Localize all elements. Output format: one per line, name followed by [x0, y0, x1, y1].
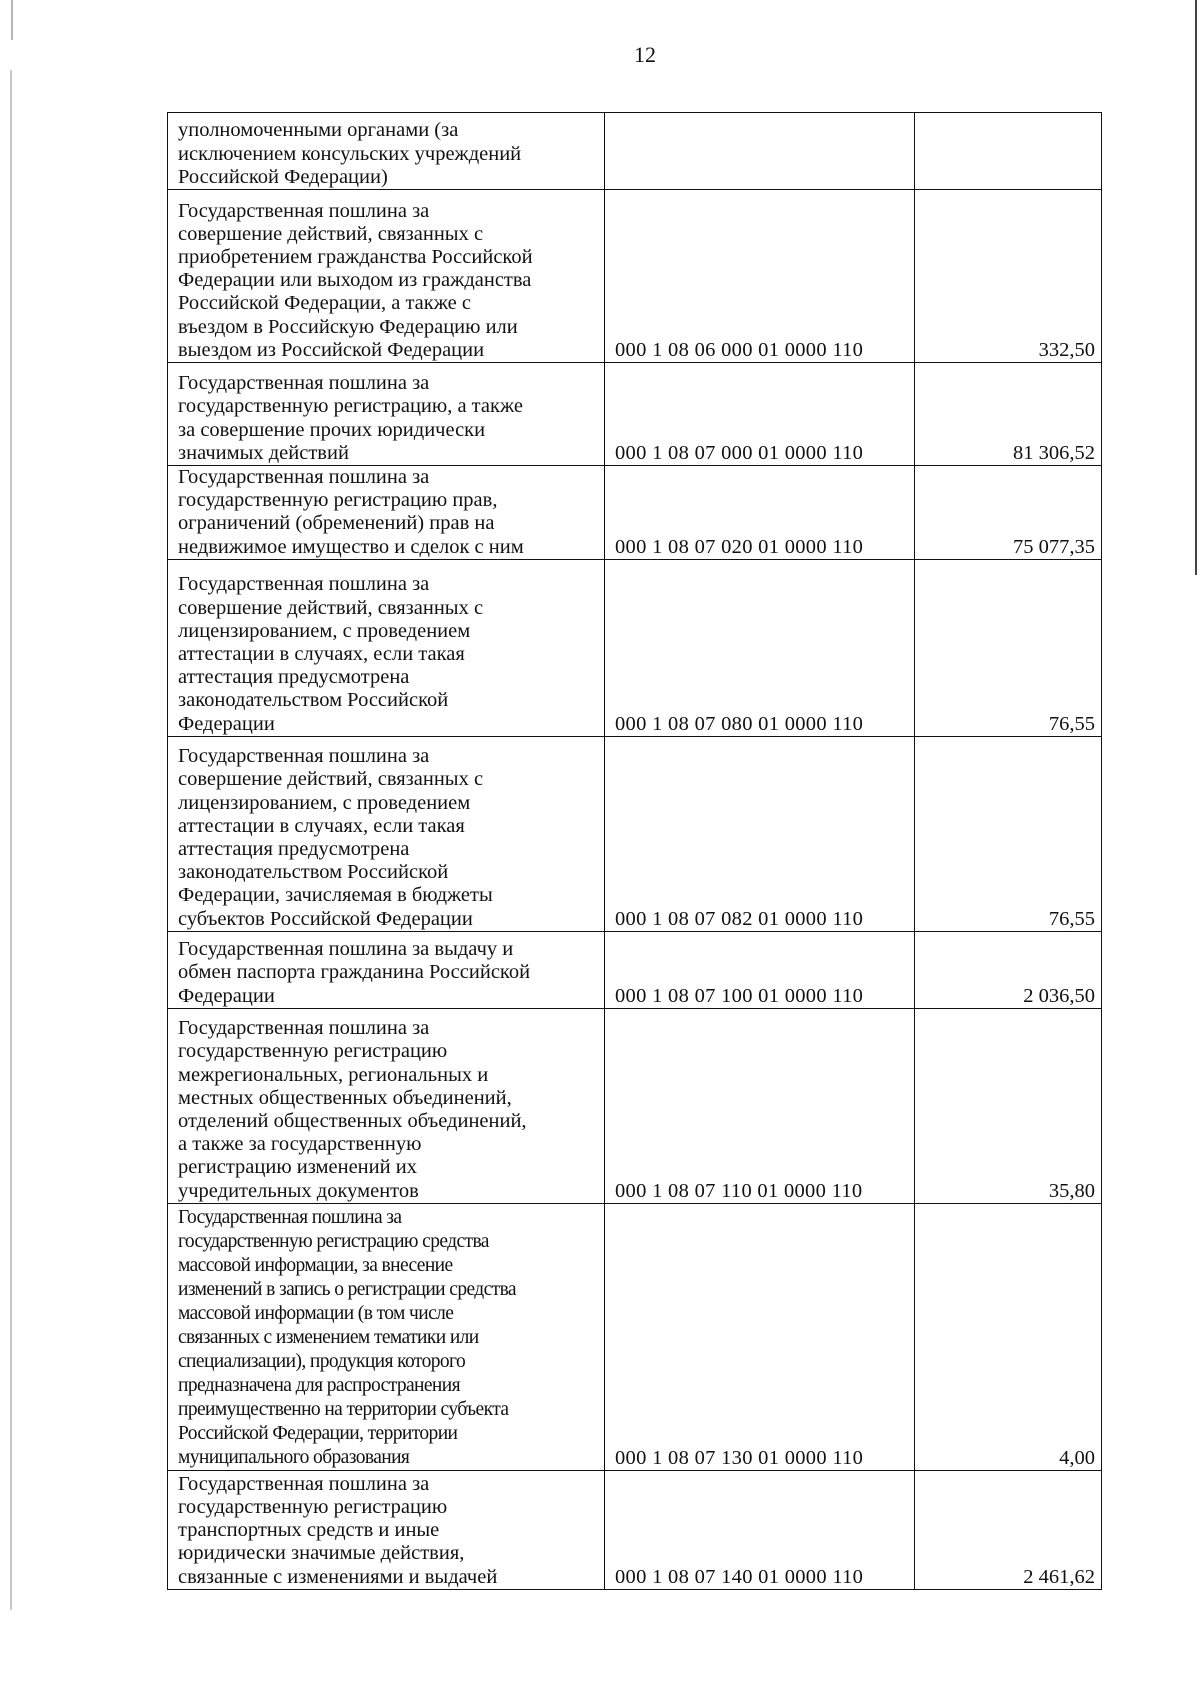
revenue-name-cell: [168, 1470, 605, 1589]
revenue-name: Государственная пошлина за выдачу и обмен паспорта гражданина Российской Федерации: [178, 938, 531, 1007]
revenue-name-cell: [168, 736, 605, 931]
page-number: 12: [634, 42, 656, 67]
revenue-name-cell: [168, 363, 605, 466]
amount-cell: [915, 113, 1102, 190]
revenue-name: Государственная пошлина за государственную регистрацию прав, ограничений (обременений) прав на недвижимое имущество и сделок с ним: [178, 466, 524, 558]
revenue-name: Государственная пошлина за государственную регистрацию межрегиональных, региональных и местных общественных объединений, отделений общественных объединений, а также за государственную регистрацию изменений их учредительных документов: [178, 1017, 527, 1202]
revenue-name-cell: [168, 113, 605, 190]
table-row: [168, 1008, 1102, 1203]
classification-code-cell: [605, 113, 915, 190]
classification-code-cell: 000 1 08 07 100 01 0000 110: [605, 931, 915, 1008]
amount-cell: 81 306,52: [915, 363, 1102, 466]
table-row: [168, 466, 1102, 560]
revenue-name: Государственная пошлина за государственную регистрацию, а также за совершение прочих юридически значимых действий: [178, 372, 523, 464]
classification-code-cell: 000 1 08 07 020 01 0000 110: [605, 466, 915, 560]
revenue-name: Государственная пошлина за государственную регистрацию средства массовой информации, за внесение изменений в запись о регистрации средства массовой информации (в том числе связанных с изменением тематики или специализации), продукция которого предназначена для распространения преимущественно на территории субъекта Российской Федерации, территории муниципального образования: [178, 1206, 516, 1468]
revenue-name: уполномоченными органами (за исключением консульских учреждений Российской Федерации): [178, 119, 522, 188]
table-row: [168, 736, 1102, 931]
table-row: [168, 1470, 1102, 1589]
table-row: [168, 363, 1102, 466]
amount-cell: 76,55: [915, 559, 1102, 736]
amount-cell: 4,00: [915, 1203, 1102, 1470]
revenue-name-cell: [168, 559, 605, 736]
amount-cell: 332,50: [915, 190, 1102, 363]
table-row: [168, 931, 1102, 1008]
revenue-name: Государственная пошлина за государственную регистрацию транспортных средств и иные юридически значимые действия, связанные с изменениями и выдачей: [178, 1472, 498, 1588]
revenue-name: Государственная пошлина за совершение действий, связанных с приобретением гражданства Российской Федерации или выходом из гражданства Российской Федерации, а также с въездом в Российскую Федерацию или выездом из Российской Федерации: [178, 199, 533, 361]
amount-cell: 2 036,50: [915, 931, 1102, 1008]
revenue-name-cell: [168, 466, 605, 560]
table-row: [168, 113, 1102, 190]
amount-cell: 2 461,62: [915, 1470, 1102, 1589]
table-row: [168, 190, 1102, 363]
classification-code-cell: 000 1 08 07 000 01 0000 110: [605, 363, 915, 466]
scan-edge-right: [1195, 0, 1197, 575]
amount-cell: 75 077,35: [915, 466, 1102, 560]
classification-code-cell: 000 1 08 06 000 01 0000 110: [605, 190, 915, 363]
revenue-name-cell: [168, 931, 605, 1008]
revenue-name: Государственная пошлина за совершение действий, связанных с лицензированием, с проведением аттестации в случаях, если такая аттестация предусмотрена законодательством Российской Федерации: [178, 573, 484, 735]
classification-code-cell: 000 1 08 07 080 01 0000 110: [605, 559, 915, 736]
amount-cell: 76,55: [915, 736, 1102, 931]
amount-cell: 35,80: [915, 1008, 1102, 1203]
revenue-name-cell: [168, 190, 605, 363]
classification-code-cell: 000 1 08 07 082 01 0000 110: [605, 736, 915, 931]
revenue-name: Государственная пошлина за совершение действий, связанных с лицензированием, с проведением аттестации в случаях, если такая аттестация предусмотрена законодательством Российской Федерации, зачисляемая в бюджеты субъектов Российской Федерации: [178, 745, 493, 930]
scan-edge-top-left: [11, 0, 13, 40]
scan-edge-left: [10, 70, 12, 1610]
revenue-name-cell: [168, 1203, 605, 1470]
budget-revenue-table: [167, 112, 1102, 1590]
classification-code-cell: 000 1 08 07 110 01 0000 110: [605, 1008, 915, 1203]
classification-code-cell: 000 1 08 07 140 01 0000 110: [605, 1470, 915, 1589]
table-row: [168, 559, 1102, 736]
table-row: [168, 1203, 1102, 1470]
revenue-name-cell: [168, 1008, 605, 1203]
classification-code-cell: 000 1 08 07 130 01 0000 110: [605, 1203, 915, 1470]
